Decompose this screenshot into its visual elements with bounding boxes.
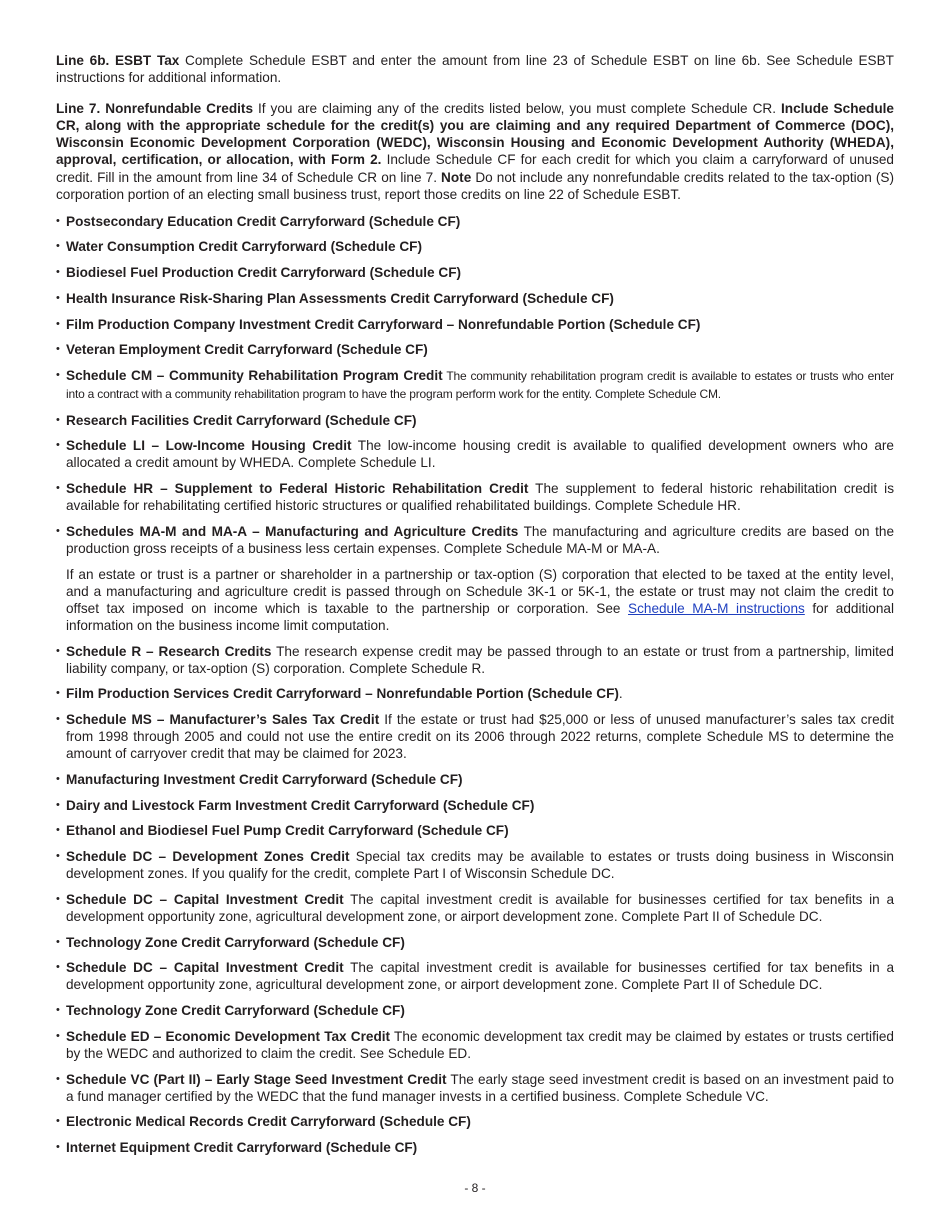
ma-note-text-2: for additional information on the business income limit computation. <box>66 600 895 633</box>
bullet-icon: • <box>56 798 60 811</box>
bullet-icon: • <box>56 644 60 657</box>
schedule-ma-m-instructions-link[interactable]: Schedule MA-M instructions <box>628 600 805 616</box>
credit-list-item <box>56 797 894 814</box>
credit-title: Electronic Medical Records Credit Carryforward (Schedule CF) <box>66 1114 471 1130</box>
credit-title: Technology Zone Credit Carryforward (Schedule CF) <box>66 1003 405 1019</box>
bullet-icon: • <box>56 482 60 495</box>
credit-title: Internet Equipment Credit Carryforward (Schedule CF) <box>66 1140 418 1156</box>
credit-title: Health Insurance Risk-Sharing Plan Assessments Credit Carryforward (Schedule CF) <box>66 290 614 306</box>
credit-title: Schedules MA-M and MA-A – Manufacturing and Agriculture Credits <box>66 523 519 539</box>
bullet-icon: • <box>56 240 60 253</box>
credit-list-item <box>56 643 894 677</box>
credit-title: Film Production Services Credit Carryforward – Nonrefundable Portion (Schedule CF) <box>66 686 619 702</box>
credit-list-item <box>56 238 894 255</box>
bullet-icon: • <box>56 413 60 426</box>
credit-title: Schedule LI – Low-Income Housing Credit <box>66 438 352 454</box>
credit-list-item <box>56 822 894 839</box>
bullet-icon: • <box>56 773 60 785</box>
credit-list-item <box>56 848 894 882</box>
credit-description: The economic development tax credit may be claimed by estates or trusts certified by the WEDC and authorized to claim the credit. See Schedule ED. <box>66 1028 894 1061</box>
bullet-icon: • <box>56 291 60 304</box>
credit-list-item <box>56 341 894 358</box>
credit-title: Schedule HR – Supplement to Federal Historic Rehabilitation Credit <box>66 481 529 497</box>
credit-list-item <box>56 1071 894 1105</box>
credit-title: Schedule R – Research Credits <box>66 643 272 659</box>
credit-list-item <box>56 959 894 993</box>
credit-description: Special tax credits may be available to estates or trusts doing business in Wisconsin development zones. If you qualify for the credit, complete Part I of Wisconsin Schedule DC. <box>66 849 894 882</box>
bullet-icon: • <box>56 368 60 381</box>
credit-title: Schedule ED – Economic Development Tax Credit <box>66 1028 391 1044</box>
credit-title: Technology Zone Credit Carryforward (Schedule CF) <box>66 934 405 950</box>
credit-list-item <box>56 771 894 788</box>
credit-title: Dairy and Livestock Farm Investment Credit Carryforward (Schedule CF) <box>66 797 535 813</box>
credit-description: The research expense credit may be passed through to an estate or trust from a partnership, limited liability company, or tax-option (S) corporation. Complete Schedule R. <box>66 643 894 676</box>
credit-list-item <box>56 412 894 429</box>
bullet-icon: • <box>56 1115 60 1128</box>
bullet-icon: • <box>56 687 60 700</box>
credit-title: Film Production Company Investment Credit Carryforward – Nonrefundable Portion (Schedule CF) <box>66 316 701 332</box>
credit-title: Schedule DC – Capital Investment Credit <box>66 891 344 907</box>
credit-list-item <box>56 213 894 230</box>
credit-description: If the estate or trust had $25,000 or less of unused manufacturer’s sales tax credit from 1998 through 2005 and could not use the entire credit on its 2006 through 2022 returns, complete Schedule MS to determine the amount of carryover credit that may be claimed for 2023. <box>66 712 894 762</box>
credit-title: Postsecondary Education Credit Carryforward (Schedule CF) <box>66 213 461 229</box>
line-7-heading: Line 7. Nonrefundable Credits <box>56 101 254 117</box>
ma-note-text-1: If an estate or trust is a partner or shareholder in a partnership or tax-option (S) corporation that elected to be taxed at the entity level, and a manufacturing and agriculture credit is passed through on Schedule 3K-1 or 5K-1, the estate or trust may not claim the credit to offset tax imposed on income which is taxable to the partnership or corporation. See <box>66 566 894 616</box>
credit-list-item <box>56 480 894 514</box>
credit-description: The capital investment credit is available for businesses certified for tax benefits in a development opportunity zone, agricultural development zone, or airport development zone. Complete Part II of Schedule DC. <box>66 891 894 924</box>
credit-description: . <box>618 686 623 702</box>
credits-list <box>56 213 894 1156</box>
bullet-icon: • <box>56 1029 60 1042</box>
ma-note-paragraph <box>56 566 894 634</box>
bullet-icon: • <box>56 935 60 948</box>
credit-title: Schedule DC – Development Zones Credit <box>66 849 350 865</box>
bullet-icon: • <box>56 713 60 726</box>
credit-title: Ethanol and Biodiesel Fuel Pump Credit Carryforward (Schedule CF) <box>66 823 509 839</box>
page-number: - 8 - <box>464 1181 486 1195</box>
credit-description: The community rehabilitation program credit is available to estates or trusts who enter into a contract with a community rehabilitation program to have the program perform work for the entity. Complete Schedule CM. <box>66 368 894 401</box>
credit-list-item <box>56 523 894 557</box>
bullet-icon: • <box>56 1141 60 1154</box>
credit-description: The manufacturing and agriculture credits are based on the production gross receipts of a business less certain expenses. Complete Schedule MA-M or MA-A. <box>66 523 895 556</box>
line-6b-text: Complete Schedule ESBT and enter the amount from line 23 of Schedule ESBT on line 6b. See Schedule ESBT instructions for additional information. <box>56 53 894 86</box>
bullet-icon: • <box>56 214 60 227</box>
credit-description: The low-income housing credit is available to qualified development owners who are allocated a credit amount by WHEDA. Complete Schedule LI. <box>66 438 894 471</box>
credit-list-item <box>56 290 894 307</box>
credit-list-item <box>56 1113 894 1130</box>
line-6b-paragraph <box>56 52 894 86</box>
bullet-icon: • <box>56 1072 60 1085</box>
credit-title: Veteran Employment Credit Carryforward (Schedule CF) <box>66 342 428 358</box>
credit-list-item <box>56 685 894 702</box>
bullet-icon: • <box>56 439 60 452</box>
credit-title: Schedule CM – Community Rehabilitation Program Credit <box>66 367 443 383</box>
bullet-icon: • <box>56 266 60 279</box>
credit-list-item <box>56 367 894 403</box>
line-6b-heading: Line 6b. ESBT Tax <box>56 53 180 68</box>
credit-list-item <box>56 1002 894 1019</box>
line-7-text-2: Include Schedule CF for each credit for which you claim a carryforward of unused credit. Fill in the amount from line 34 of Schedule CR on line 7. <box>56 152 894 185</box>
bullet-icon: • <box>56 343 60 356</box>
credit-title: Research Facilities Credit Carryforward (Schedule CF) <box>66 412 417 428</box>
line-7-note-label: Note <box>441 169 472 185</box>
credit-title: Manufacturing Investment Credit Carryforward (Schedule CF) <box>66 772 463 787</box>
bullet-icon: • <box>56 961 60 974</box>
credit-list-item <box>56 437 894 471</box>
credit-list-item <box>56 1139 894 1156</box>
bullet-icon: • <box>56 824 60 837</box>
bullet-icon: • <box>56 892 60 905</box>
credit-description: The capital investment credit is available for businesses certified for tax benefits in a development opportunity zone, agricultural development zone, or airport development zone. Complete Part II of Schedule DC. <box>66 960 894 993</box>
line-7-bold-requirement: Include Schedule CR, along with the appropriate schedule for the credit(s) you are claiming and any required Department of Commerce (DOC), Wisconsin Economic Development Corporation (WEDC), Wisconsin Housing and Economic Development Authority (WHEDA), approval, certification, or allocation, with Form 2. <box>56 101 894 168</box>
credit-title: Water Consumption Credit Carryforward (Schedule CF) <box>66 239 422 255</box>
credit-list-item <box>56 264 894 281</box>
credit-title: Schedule VC (Part II) – Early Stage Seed Investment Credit <box>66 1071 447 1087</box>
bullet-icon: • <box>56 1004 60 1017</box>
line-7-paragraph <box>56 100 894 203</box>
credit-list-item <box>56 891 894 925</box>
page-content <box>56 52 894 1165</box>
credit-description: The supplement to federal historic rehabilitation credit is available for rehabilitating certified historic structures or qualified rehabilitated buildings. Complete Schedule HR. <box>66 481 894 514</box>
line-7-note-text: Do not include any nonrefundable credits related to the tax-option (S) corporation portion of an electing small business trust, report those credits on line 22 of Schedule ESBT. <box>56 169 894 202</box>
bullet-icon: • <box>56 524 60 537</box>
credit-title: Schedule MS – Manufacturer’s Sales Tax Credit <box>66 712 380 728</box>
line-7-text-1: If you are claiming any of the credits listed below, you must complete Schedule CR. <box>253 101 781 117</box>
bullet-icon: • <box>56 317 60 330</box>
credit-list-item <box>56 934 894 951</box>
credit-list-item <box>56 316 894 333</box>
credit-list-item <box>56 711 894 762</box>
credit-title: Biodiesel Fuel Production Credit Carryforward (Schedule CF) <box>66 265 462 281</box>
credit-list-item <box>56 1028 894 1062</box>
bullet-icon: • <box>56 850 60 863</box>
credit-title: Schedule DC – Capital Investment Credit <box>66 960 344 976</box>
credit-description: The early stage seed investment credit is based on an investment paid to a fund manager certified by the WEDC that the fund manager invests in a certified business. Complete Schedule VC. <box>66 1071 894 1104</box>
